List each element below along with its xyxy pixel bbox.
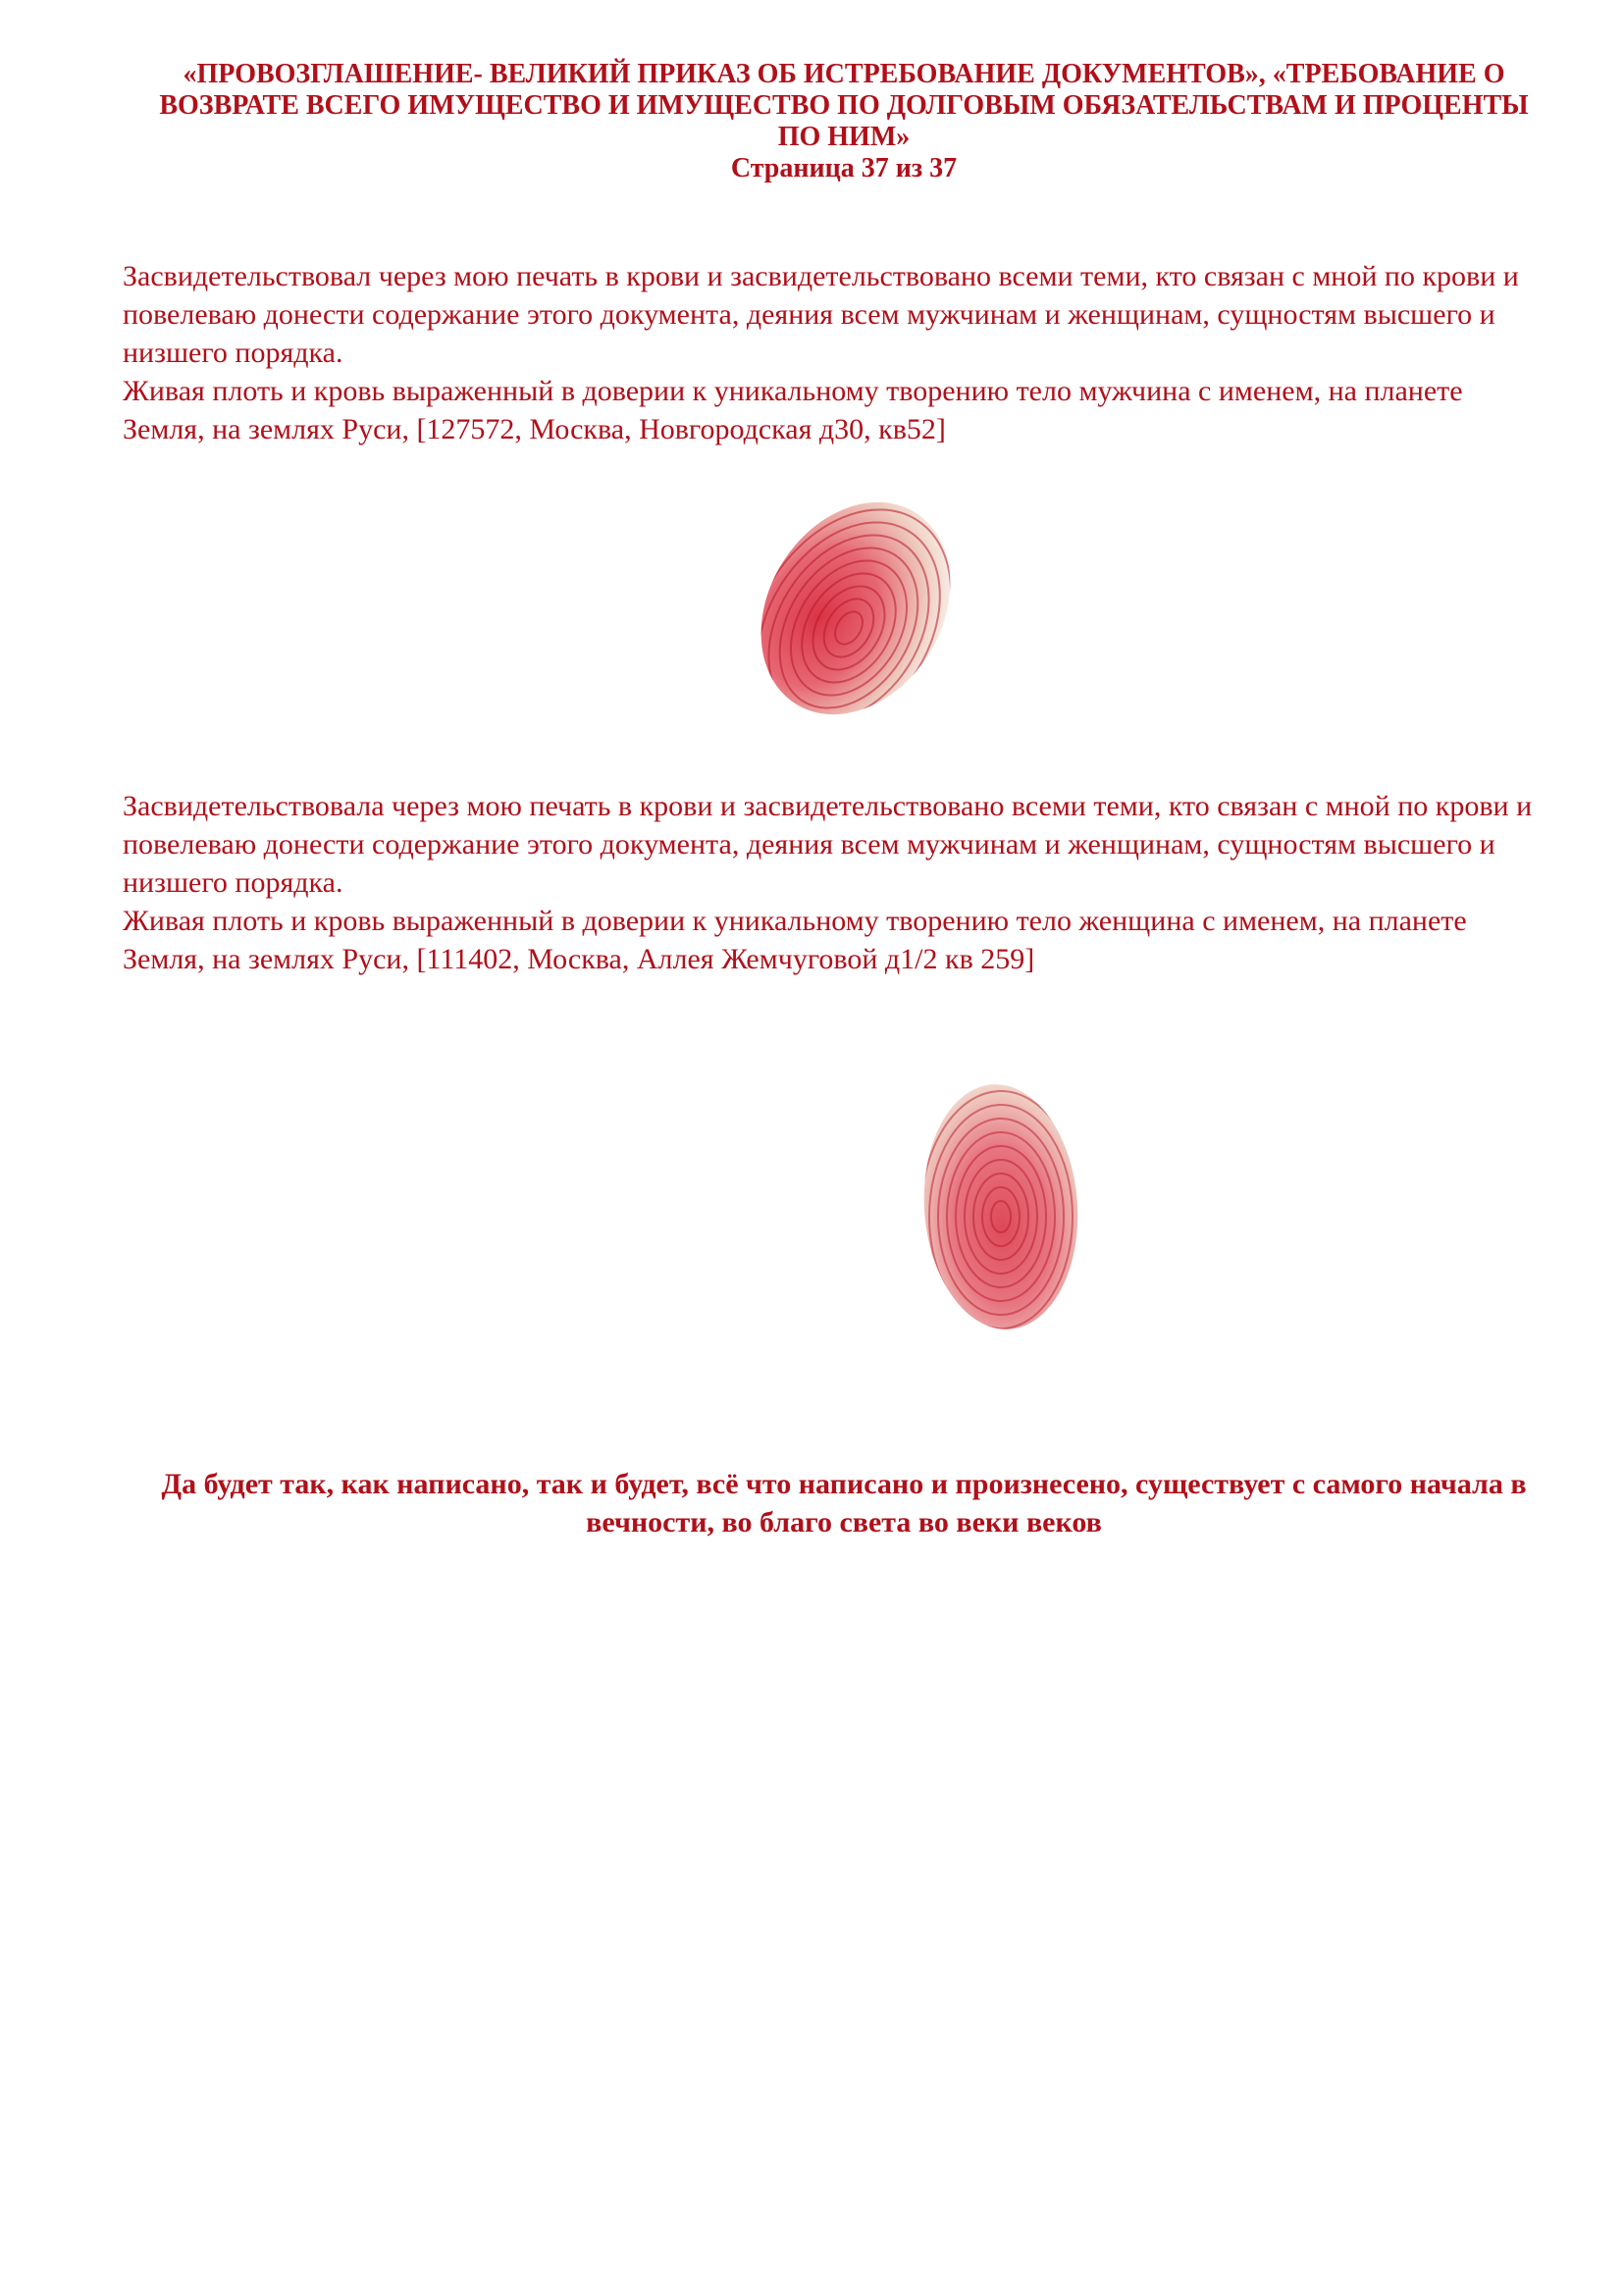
document-header (157, 59, 1531, 184)
fingerprint-2 (903, 1069, 1099, 1344)
witness-male-statement: Засвидетельствовал через мою печать в крови и засвидетельствовано всеми теми, кто связан с мной по крови и повелеваю донести содержание этого документа, деяния всем мужчинам и женщинам, сущностям высшего и низшего порядка. (123, 260, 1519, 369)
fingerprint-1 (741, 491, 971, 726)
witness-male-identity: Живая плоть и кровь выраженный в доверии к уникальному творению тело мужчина с именем, на планете Земля, на землях Руси, [127572, Москва, Новгородская д30, кв52] (123, 375, 1463, 445)
witness-female-statement: Засвидетельствовала через мою печать в крови и засвидетельствовано всеми теми, кто связан с мной по крови и повелеваю донести содержание этого документа, деяния всем мужчинам и женщинам, сущностям высшего и низшего порядка. (123, 790, 1533, 899)
closing-statement: Да будет так, как написано, так и будет, всё что написано и произнесено, существует с самого начала в вечности, во благо света во веки веков (161, 1468, 1527, 1539)
document-title: «ПРОВОЗГЛАШЕНИЕ- ВЕЛИКИЙ ПРИКАЗ ОБ ИСТРЕБОВАНИЕ ДОКУМЕНТОВ», «ТРЕБОВАНИЕ О ВОЗВРАТЕ ВСЕГО ИМУЩЕСТВО И ИМУЩЕСТВО ПО ДОЛГОВЫМ ОБЯЗАТЕЛЬСТВАМ И ПРОЦЕНТЫ ПО НИМ» (159, 59, 1529, 152)
witness-female-block (123, 787, 1536, 978)
witness-female-identity: Живая плоть и кровь выраженный в доверии к уникальному творению тело женщина с именем, на планете Земля, на землях Руси, [111402, Москва, Аллея Жемчуговой д1/2 кв 259] (123, 905, 1467, 975)
witness-male-block (123, 257, 1536, 448)
page-number: Страница 37 из 37 (730, 153, 958, 183)
